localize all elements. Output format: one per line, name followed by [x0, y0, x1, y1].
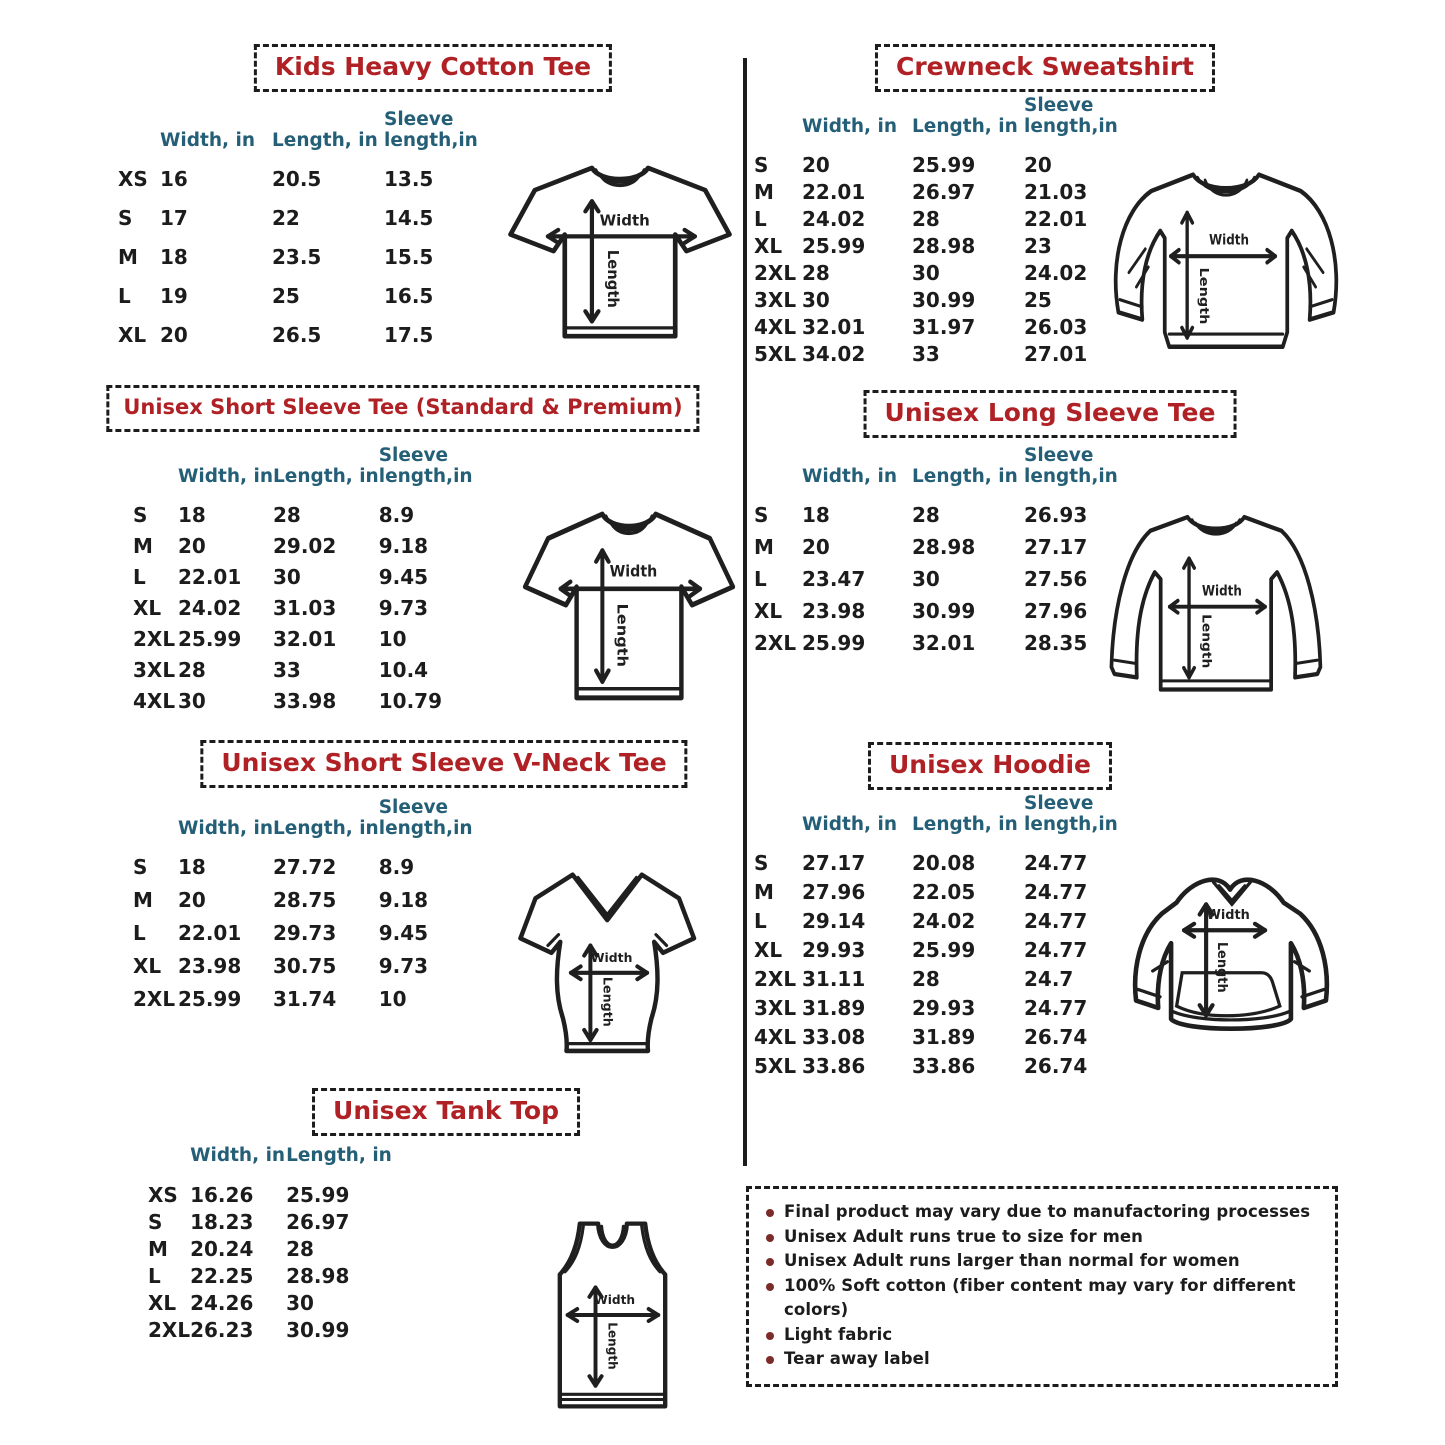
size-value: 10.4	[378, 658, 429, 683]
length-label: Length	[613, 603, 631, 668]
size-value: 9.45	[378, 565, 429, 590]
size-value: 19	[160, 284, 188, 309]
note-item: Light fabric	[763, 1323, 1321, 1348]
size-value: 18	[178, 855, 206, 880]
size-value: 32.01	[802, 315, 866, 340]
column-header: Length, in	[286, 1145, 392, 1166]
size-value: 30.99	[912, 599, 976, 624]
tank-top-illustration	[545, 1215, 680, 1415]
size-value: 29.02	[272, 534, 337, 559]
size-label: L	[133, 921, 146, 946]
size-value: 33	[272, 658, 301, 683]
size-row	[754, 967, 1134, 996]
width-label: Width	[609, 561, 658, 581]
column-header: Length, in	[912, 465, 1018, 487]
size-value: 26.97	[912, 180, 976, 205]
size-label: M	[133, 534, 153, 559]
size-value: 23.98	[178, 954, 242, 979]
crewneck-size-table	[754, 96, 1134, 369]
size-value: 24.77	[1024, 938, 1088, 963]
size-value: 29.14	[802, 909, 866, 934]
kids-tee-title-text: Kids Heavy Cotton Tee	[274, 52, 592, 81]
column-header: Width, in	[178, 817, 273, 839]
size-value: 24.77	[1024, 909, 1088, 934]
size-row	[754, 153, 1134, 180]
size-row	[118, 245, 494, 284]
size-value: 29.93	[802, 938, 866, 963]
width-label: Width	[1208, 232, 1249, 249]
size-value: 20.08	[912, 851, 976, 876]
size-label: 3XL	[754, 288, 797, 313]
size-value: 30	[912, 261, 940, 286]
size-label: 4XL	[754, 1025, 797, 1050]
column-header: Width, in	[178, 465, 273, 487]
size-value: 27.01	[1024, 342, 1088, 367]
size-value: 9.73	[378, 954, 429, 979]
size-value: 25.99	[912, 938, 976, 963]
size-row	[148, 1318, 406, 1345]
length-label: Length	[603, 249, 622, 308]
long-sleeve-title-text: Unisex Long Sleeve Tee	[884, 398, 1216, 427]
size-label: 2XL	[754, 967, 797, 992]
size-value: 26.74	[1024, 1025, 1088, 1050]
size-value: 25.99	[802, 234, 866, 259]
column-header: Sleeve length,in	[1024, 793, 1118, 835]
size-label: M	[148, 1236, 168, 1261]
size-value: 24.77	[1024, 996, 1088, 1021]
size-value: 25	[272, 284, 300, 309]
size-value: 34.02	[802, 342, 866, 367]
size-row	[133, 855, 479, 888]
size-value: 28	[286, 1236, 314, 1261]
size-label: S	[148, 1209, 163, 1234]
size-value: 15.5	[384, 245, 434, 270]
size-row	[148, 1291, 406, 1318]
note-item: Unisex Adult runs larger than normal for women	[763, 1249, 1321, 1274]
size-value: 25.99	[912, 153, 976, 178]
size-label: XL	[148, 1290, 177, 1315]
column-header: Width, in	[190, 1145, 286, 1166]
size-value: 26.23	[190, 1317, 254, 1342]
column-header: Sleeve length,in	[1024, 95, 1118, 137]
corner-cell	[118, 110, 160, 167]
size-value: 9.18	[378, 534, 429, 559]
size-value: 20	[178, 534, 206, 559]
size-value: 20.5	[272, 167, 322, 192]
product-notes-list	[763, 1200, 1321, 1372]
size-label: L	[754, 909, 767, 934]
corner-cell	[754, 96, 802, 153]
column-header: Width, in	[160, 129, 255, 151]
size-value: 28.75	[272, 888, 337, 913]
size-row	[133, 534, 479, 565]
size-row	[754, 996, 1134, 1025]
crewneck-title	[875, 44, 1215, 92]
size-value: 30.99	[286, 1317, 350, 1342]
size-value: 20	[1024, 153, 1052, 178]
size-row	[133, 627, 479, 658]
size-value: 28	[912, 207, 940, 232]
size-label: S	[754, 153, 769, 178]
size-row	[754, 567, 1134, 599]
vneck-tee-title-text: Unisex Short Sleeve V-Neck Tee	[221, 748, 667, 777]
size-value: 24.26	[190, 1290, 254, 1315]
width-label: Width	[1201, 583, 1242, 600]
kids-tee-title	[254, 44, 612, 92]
width-label: Width	[599, 211, 650, 230]
kids-tee-illustration	[503, 155, 737, 351]
tank-top-size-table	[148, 1146, 406, 1345]
size-value: 28	[178, 658, 206, 683]
size-value: 28.35	[1024, 631, 1088, 656]
size-value: 27.72	[272, 855, 337, 880]
size-row	[133, 596, 479, 627]
vneck-tee-illustration	[516, 862, 702, 1060]
size-value: 31.89	[912, 1025, 976, 1050]
size-label: 2XL	[133, 987, 176, 1012]
note-item: Final product may vary due to manufactoring processes	[763, 1200, 1321, 1225]
size-value: 27.17	[802, 851, 866, 876]
column-header: Sleeve length,in	[378, 797, 473, 839]
column-header: Sleeve length,in	[384, 109, 478, 151]
size-value: 32.01	[912, 631, 976, 656]
size-row	[754, 880, 1134, 909]
size-value: 20.24	[190, 1236, 254, 1261]
size-value: 23.98	[802, 599, 866, 624]
size-value: 8.9	[378, 503, 415, 528]
column-divider	[743, 58, 747, 1166]
size-row	[754, 288, 1134, 315]
size-value: 23.47	[802, 567, 866, 592]
size-value: 32.01	[272, 627, 337, 652]
column-header: Length, in	[912, 813, 1018, 835]
column-header: Length, in	[272, 817, 379, 839]
size-value: 28	[272, 503, 301, 528]
column-header: Sleeve length,in	[1024, 445, 1118, 487]
column-header: Width, in	[802, 813, 897, 835]
size-label: XL	[754, 599, 783, 624]
size-row	[754, 851, 1134, 880]
size-row	[754, 342, 1134, 369]
size-value: 33.86	[912, 1054, 976, 1079]
size-row	[754, 1025, 1134, 1054]
size-label: 4XL	[754, 315, 797, 340]
size-row	[118, 167, 494, 206]
size-row	[133, 888, 479, 921]
width-label: Width	[1206, 908, 1250, 924]
long-sleeve-title	[864, 390, 1237, 438]
size-value: 16.26	[190, 1182, 254, 1207]
size-row	[754, 909, 1134, 938]
size-value: 24.02	[802, 207, 866, 232]
size-value: 31.74	[272, 987, 337, 1012]
size-value: 24.77	[1024, 851, 1088, 876]
size-row	[754, 315, 1134, 342]
size-row	[148, 1183, 406, 1210]
column-header: Width, in	[802, 115, 897, 137]
size-value: 14.5	[384, 206, 434, 231]
size-label: 2XL	[148, 1317, 191, 1342]
length-label: Length	[600, 976, 616, 1027]
size-label: 3XL	[133, 658, 176, 683]
size-value: 33.98	[272, 689, 337, 714]
size-value: 10.79	[378, 689, 442, 714]
crewneck-title-text: Crewneck Sweatshirt	[895, 52, 1195, 81]
size-label: S	[133, 855, 148, 880]
size-row	[133, 503, 479, 534]
size-value: 27.56	[1024, 567, 1088, 592]
size-value: 30	[912, 567, 940, 592]
size-value: 24.77	[1024, 880, 1088, 905]
size-row	[133, 689, 479, 720]
size-label: XL	[754, 234, 783, 259]
size-label: L	[754, 567, 767, 592]
size-label: L	[118, 284, 131, 309]
hoodie-title-text: Unisex Hoodie	[888, 750, 1092, 779]
size-value: 20	[802, 535, 830, 560]
vneck-tee-size-table	[133, 798, 479, 1020]
size-row	[754, 599, 1134, 631]
size-value: 27.96	[1024, 599, 1088, 624]
size-label: S	[118, 206, 133, 231]
hoodie-title	[868, 742, 1112, 790]
size-label: 4XL	[133, 689, 176, 714]
size-value: 23.5	[272, 245, 322, 270]
size-value: 27.96	[802, 880, 866, 905]
garment-outline	[1116, 175, 1337, 347]
size-row	[118, 323, 494, 362]
size-value: 25.99	[286, 1182, 350, 1207]
size-value: 30.99	[912, 288, 976, 313]
size-row	[754, 261, 1134, 288]
size-value: 25.99	[802, 631, 866, 656]
corner-cell	[133, 798, 178, 855]
size-label: M	[118, 245, 138, 270]
corner-cell	[148, 1146, 190, 1183]
long-sleeve-size-table	[754, 446, 1134, 663]
size-value: 22.05	[912, 880, 976, 905]
size-row	[754, 1054, 1134, 1083]
garment-outline	[1111, 517, 1320, 689]
note-item: Unisex Adult runs true to size for men	[763, 1225, 1321, 1250]
size-value: 22.01	[178, 921, 242, 946]
size-value: 16	[160, 167, 188, 192]
size-value: 33.08	[802, 1025, 866, 1050]
size-label: L	[133, 565, 146, 590]
size-value: 18	[802, 503, 830, 528]
column-header: Length, in	[272, 465, 379, 487]
size-value: 31.03	[272, 596, 337, 621]
size-value: 10	[378, 627, 407, 652]
size-row	[754, 234, 1134, 261]
size-value: 20	[160, 323, 188, 348]
size-label: XS	[118, 167, 148, 192]
tank-top-title	[312, 1088, 580, 1136]
size-value: 22.01	[1024, 207, 1088, 232]
size-value: 28	[912, 967, 940, 992]
size-value: 33.86	[802, 1054, 866, 1079]
size-label: 2XL	[133, 627, 176, 652]
size-value: 24.02	[178, 596, 242, 621]
size-row	[148, 1210, 406, 1237]
size-value: 22	[272, 206, 300, 231]
short-sleeve-tee-title-text: Unisex Short Sleeve Tee (Standard & Premium)	[123, 395, 683, 419]
size-value: 17.5	[384, 323, 434, 348]
size-value: 24.7	[1024, 967, 1074, 992]
size-value: 29.93	[912, 996, 976, 1021]
note-item: Tear away label	[763, 1347, 1321, 1372]
size-value: 21.03	[1024, 180, 1088, 205]
size-label: M	[754, 535, 774, 560]
size-value: 10	[378, 987, 407, 1012]
size-value: 30	[286, 1290, 314, 1315]
size-row	[118, 284, 494, 323]
size-value: 20	[178, 888, 206, 913]
size-value: 28	[912, 503, 940, 528]
size-row	[133, 921, 479, 954]
size-label: M	[133, 888, 153, 913]
size-label: 5XL	[754, 1054, 797, 1079]
column-header: Width, in	[802, 465, 897, 487]
size-value: 30	[802, 288, 830, 313]
size-value: 33	[912, 342, 940, 367]
size-value: 22.25	[190, 1263, 254, 1288]
hoodie-size-table	[754, 794, 1134, 1083]
length-label: Length	[1214, 941, 1230, 993]
size-label: XL	[133, 954, 162, 979]
width-label: Width	[590, 949, 633, 965]
length-label: Length	[1196, 267, 1210, 325]
size-value: 28	[802, 261, 830, 286]
size-row	[133, 658, 479, 689]
size-value: 30	[272, 565, 301, 590]
size-value: 23	[1024, 234, 1052, 259]
size-value: 26.97	[286, 1209, 350, 1234]
size-label: L	[754, 207, 767, 232]
size-value: 28.98	[912, 234, 976, 259]
size-value: 18.23	[190, 1209, 254, 1234]
size-value: 24.02	[1024, 261, 1088, 286]
column-header: Length, in	[912, 115, 1018, 137]
size-value: 13.5	[384, 167, 434, 192]
size-value: 24.02	[912, 909, 976, 934]
corner-cell	[754, 446, 802, 503]
size-label: 2XL	[754, 261, 797, 286]
crewneck-illustration	[1102, 162, 1350, 354]
size-row	[754, 535, 1134, 567]
size-value: 26.74	[1024, 1054, 1088, 1079]
size-value: 9.73	[378, 596, 429, 621]
size-value: 28.98	[912, 535, 976, 560]
size-value: 16.5	[384, 284, 434, 309]
size-label: XL	[133, 596, 162, 621]
length-label: Length	[605, 1322, 620, 1370]
size-label: XL	[118, 323, 147, 348]
size-value: 9.18	[378, 888, 429, 913]
size-value: 25.99	[178, 627, 242, 652]
size-value: 29.73	[272, 921, 337, 946]
size-value: 9.45	[378, 921, 429, 946]
corner-cell	[133, 446, 178, 503]
size-label: XL	[754, 938, 783, 963]
size-label: S	[133, 503, 148, 528]
kids-tee-size-table	[118, 110, 494, 362]
size-row	[754, 180, 1134, 207]
size-label: L	[148, 1263, 161, 1288]
column-header: Length, in	[272, 129, 378, 151]
short-sleeve-tee-size-table	[133, 446, 479, 720]
unisex-tee-illustration	[518, 500, 740, 714]
size-row	[754, 938, 1134, 967]
size-value: 25.99	[178, 987, 242, 1012]
vneck-tee-title	[200, 740, 687, 788]
length-label: Length	[1198, 614, 1213, 669]
size-value: 22.01	[178, 565, 242, 590]
size-value: 8.9	[378, 855, 415, 880]
size-row	[148, 1237, 406, 1264]
size-value: 20	[802, 153, 830, 178]
long-sleeve-illustration	[1098, 505, 1348, 705]
size-value: 31.97	[912, 315, 976, 340]
size-row	[133, 954, 479, 987]
size-value: 18	[160, 245, 188, 270]
size-value: 26.93	[1024, 503, 1088, 528]
size-value: 25	[1024, 288, 1052, 313]
size-row	[118, 206, 494, 245]
size-row	[754, 631, 1134, 663]
size-label: M	[754, 880, 774, 905]
size-label: M	[754, 180, 774, 205]
size-label: 3XL	[754, 996, 797, 1021]
size-value: 22.01	[802, 180, 866, 205]
size-value: 30	[178, 689, 206, 714]
corner-cell	[754, 794, 802, 851]
short-sleeve-tee-title	[106, 385, 699, 432]
size-label: S	[754, 503, 769, 528]
size-value: 30.75	[272, 954, 337, 979]
size-row	[133, 565, 479, 596]
size-label: 2XL	[754, 631, 797, 656]
column-header: Sleeve length,in	[378, 445, 473, 487]
size-value: 17	[160, 206, 188, 231]
size-value: 31.11	[802, 967, 866, 992]
size-value: 18	[178, 503, 206, 528]
size-row	[133, 987, 479, 1020]
size-label: S	[754, 851, 769, 876]
size-row	[754, 503, 1134, 535]
size-row	[754, 207, 1134, 234]
tank-top-title-text: Unisex Tank Top	[333, 1096, 559, 1125]
size-value: 26.5	[272, 323, 322, 348]
size-row	[148, 1264, 406, 1291]
size-value: 26.03	[1024, 315, 1088, 340]
size-value: 27.17	[1024, 535, 1088, 560]
hoodie-illustration	[1125, 860, 1337, 1056]
width-label: Width	[594, 1292, 636, 1307]
size-label: 5XL	[754, 342, 797, 367]
size-label: XS	[148, 1182, 178, 1207]
size-value: 31.89	[802, 996, 866, 1021]
note-item: 100% Soft cotton (fiber content may vary for different colors)	[763, 1274, 1321, 1323]
size-value: 28.98	[286, 1263, 350, 1288]
product-notes	[746, 1186, 1338, 1387]
